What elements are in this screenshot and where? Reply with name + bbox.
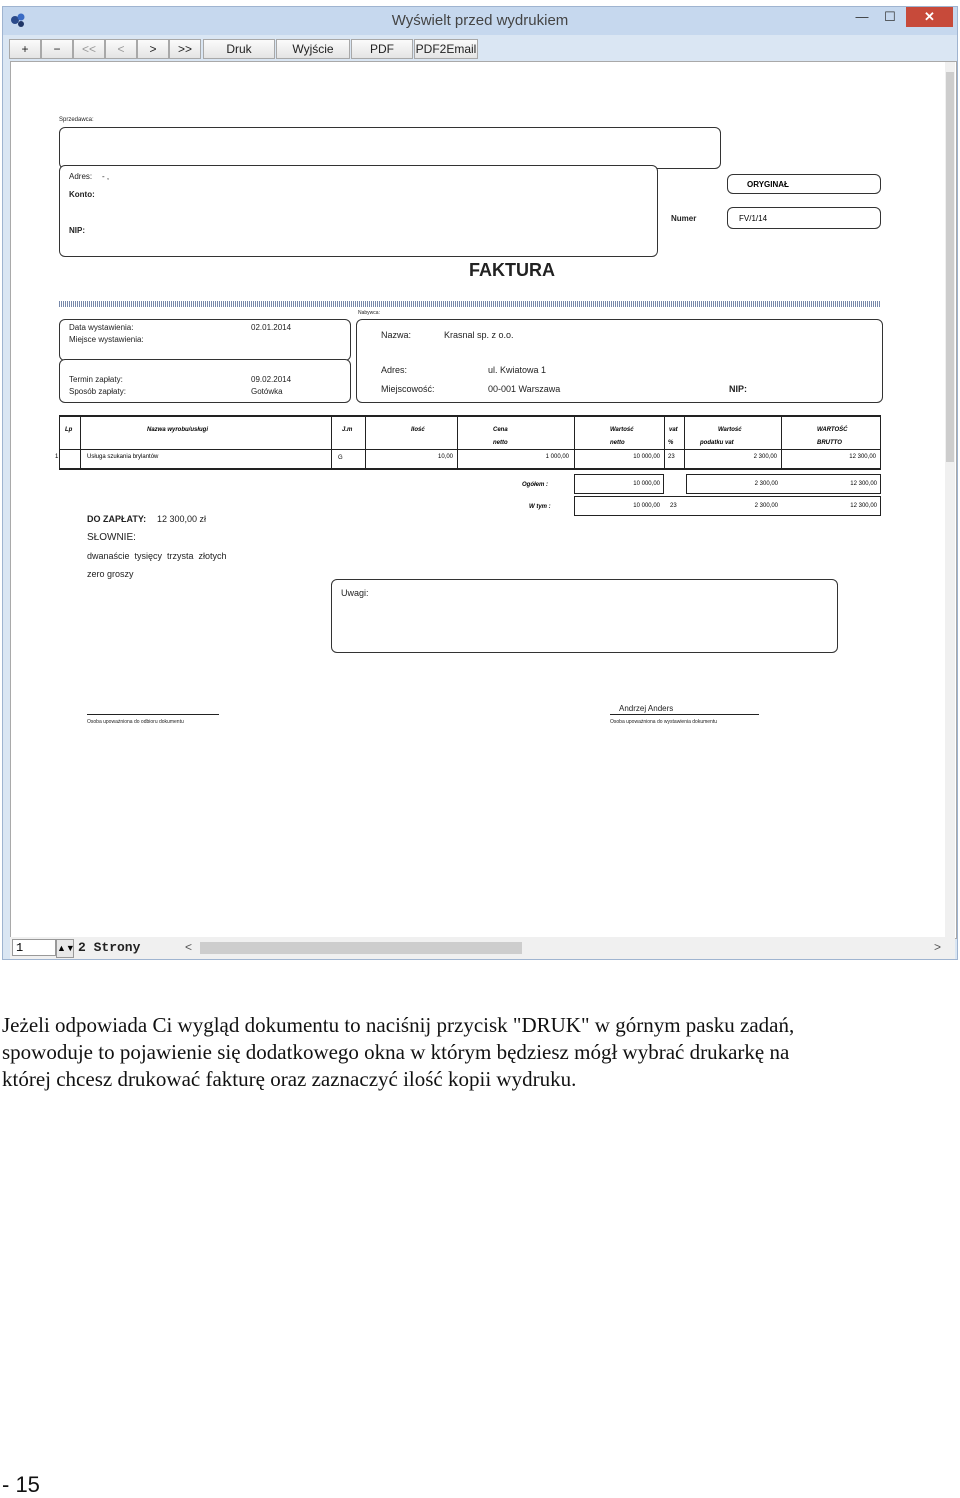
buyer-box (356, 319, 883, 403)
including-vat-value: 2 300,00 (754, 503, 778, 509)
including-gross: 12 300,00 (850, 503, 877, 509)
payment-method-label: Sposób zapłaty: (69, 387, 126, 396)
scroll-right-icon[interactable]: > (934, 940, 942, 954)
minimize-button[interactable]: — (855, 9, 869, 24)
page-number-input[interactable]: 1 (12, 939, 56, 956)
issue-box (59, 319, 351, 361)
row-name: Usługa szukania brylantów (87, 454, 159, 460)
zoom-in-button[interactable]: + (9, 39, 41, 59)
total-vat-value: 2 300,00 (754, 481, 778, 487)
horizontal-scroll-thumb[interactable] (200, 942, 522, 954)
total-label: Ogółem : (522, 482, 549, 488)
scroll-left-icon[interactable]: < (185, 940, 193, 954)
header-qty: Ilość (411, 427, 425, 433)
payment-method-value: Gotówka (251, 387, 283, 396)
header-price: Cena (493, 427, 508, 433)
invoice-number: FV/1/14 (727, 207, 881, 229)
buyer-label: Nabywca: (358, 310, 380, 316)
including-label: W tym : (529, 504, 551, 510)
issuer-name: Andrzej Anders (619, 704, 674, 713)
header-vat-value-2: podatku vat (700, 440, 734, 446)
total-gross: 12 300,00 (850, 481, 877, 487)
receiver-signature-line (87, 714, 219, 715)
header-unit: J.m (342, 427, 353, 433)
page-spinner-icon[interactable]: ▲▼ (56, 939, 74, 958)
items-table (55, 415, 881, 470)
buyer-city-value: 00-001 Warszawa (488, 384, 561, 394)
total-net: 10 000,00 (633, 481, 660, 487)
window-title: Wyświelt przed wydrukiem (391, 12, 569, 29)
preview-viewport[interactable] (10, 61, 957, 939)
original-badge: ORYGINAŁ (727, 174, 881, 194)
header-price-2: netto (493, 440, 508, 446)
status-bar (10, 937, 955, 959)
print-preview-window (2, 6, 958, 960)
due-date-value: 09.02.2014 (251, 375, 292, 384)
address-label: Adres: (69, 172, 93, 181)
header-gross: WARTOŚĆ (817, 427, 848, 433)
next-page-button[interactable]: > (137, 39, 169, 59)
header-vat: vat (669, 427, 678, 433)
seller-box (59, 127, 721, 169)
buyer-nip-label: NIP: (729, 384, 747, 394)
header-name: Nazwa wyrobu/usługi (147, 427, 209, 433)
prev-page-button[interactable]: < (105, 39, 137, 59)
address-value: - , (102, 172, 110, 181)
payment-box (59, 359, 351, 403)
pages-count-label: 2 Strony (78, 940, 141, 955)
issue-date-label: Data wystawienia: (69, 323, 134, 332)
paragraph-line-2: spowoduje to pojawienie się dodatkowego okna w którym będziesz mógł wybrać drukarkę na (2, 1040, 790, 1064)
nip-label: NIP: (69, 226, 85, 235)
vertical-scroll-thumb[interactable] (946, 72, 954, 462)
seller-label: Sprzedawca: (59, 117, 94, 123)
notes-label: Uwagi: (341, 588, 369, 598)
in-words-line1: dwanaście tysięcy trzysta złotych (87, 551, 227, 561)
row-qty: 10,00 (437, 454, 453, 460)
toolbar (3, 37, 957, 61)
separator-band (59, 301, 881, 307)
header-lp: Lp (65, 427, 73, 433)
issue-date-value: 02.01.2014 (251, 323, 292, 332)
row-gross: 12 300,00 (849, 454, 876, 460)
buyer-address-label: Adres: (381, 365, 408, 375)
title-bar[interactable] (3, 7, 957, 35)
invoice-title: FAKTURA (469, 260, 555, 280)
row-unit: G (338, 455, 343, 461)
total-net-box (574, 474, 664, 494)
buyer-name-label: Nazwa: (381, 330, 412, 340)
buyer-address-value: ul. Kwiatowa 1 (488, 365, 547, 375)
issue-place-label: Miejsce wystawienia: (69, 335, 144, 344)
to-pay-value: 12 300,00 zł (157, 514, 207, 524)
header-vat-2: % (668, 440, 674, 446)
instruction-paragraph (2, 1012, 958, 1093)
zoom-out-button[interactable]: − (41, 39, 73, 59)
to-pay-label: DO ZAPŁATY: (87, 514, 147, 524)
receiver-caption: Osoba upoważniona do odbioru dokumentu (87, 719, 184, 725)
notes-box (331, 579, 838, 653)
row-lp: 1 (55, 454, 59, 460)
in-words-line2: zero groszy (87, 569, 134, 579)
header-gross-2: BRUTTO (817, 440, 842, 446)
in-words-label: SŁOWNIE: (87, 532, 136, 543)
issuer-signature-line (610, 714, 759, 715)
including-vat: 23 (670, 503, 677, 509)
header-net-2: netto (610, 440, 625, 446)
paragraph-line-3: której chcesz drukować fakturę oraz zaznaczyć ilość kopii wydruku. (2, 1067, 577, 1091)
header-vat-value: Wartość (718, 427, 742, 433)
row-vat-value: 2 300,00 (753, 454, 777, 460)
vertical-scrollbar[interactable] (945, 62, 955, 938)
including-net: 10 000,00 (633, 503, 660, 509)
exit-button[interactable]: Wyjście (276, 39, 350, 59)
buyer-city-label: Miejscowość: (381, 384, 435, 394)
header-net: Wartość (610, 427, 634, 433)
maximize-button[interactable]: ☐ (884, 9, 896, 24)
pdf-button[interactable]: PDF (351, 39, 413, 59)
buyer-name-value: Krasnal sp. z o.o. (444, 330, 514, 340)
first-page-button[interactable]: << (73, 39, 105, 59)
row-vat: 23 (668, 454, 675, 460)
number-label: Numer (671, 214, 697, 223)
page-number: - 15 (2, 1472, 40, 1497)
seller-details-box (59, 165, 658, 257)
total-vat-box (686, 474, 881, 494)
paragraph-line-1: Jeżeli odpowiada Ci wygląd dokumentu to naciśnij przycisk "DRUK" w górnym pasku zadań, (2, 1013, 795, 1037)
issuer-caption: Osoba upoważniona do wystawienia dokumentu (610, 719, 718, 725)
row-net: 10 000,00 (633, 454, 660, 460)
account-label: Konto: (69, 190, 95, 199)
row-price: 1 000,00 (545, 454, 569, 460)
due-date-label: Termin zapłaty: (69, 375, 123, 384)
print-button[interactable]: Druk (203, 39, 275, 59)
including-box (574, 496, 881, 516)
pdf2email-button[interactable]: PDF2Email (414, 39, 478, 59)
close-button[interactable]: ✕ (906, 7, 953, 27)
last-page-button[interactable]: >> (169, 39, 201, 59)
horizontal-scrollbar[interactable] (182, 940, 947, 955)
